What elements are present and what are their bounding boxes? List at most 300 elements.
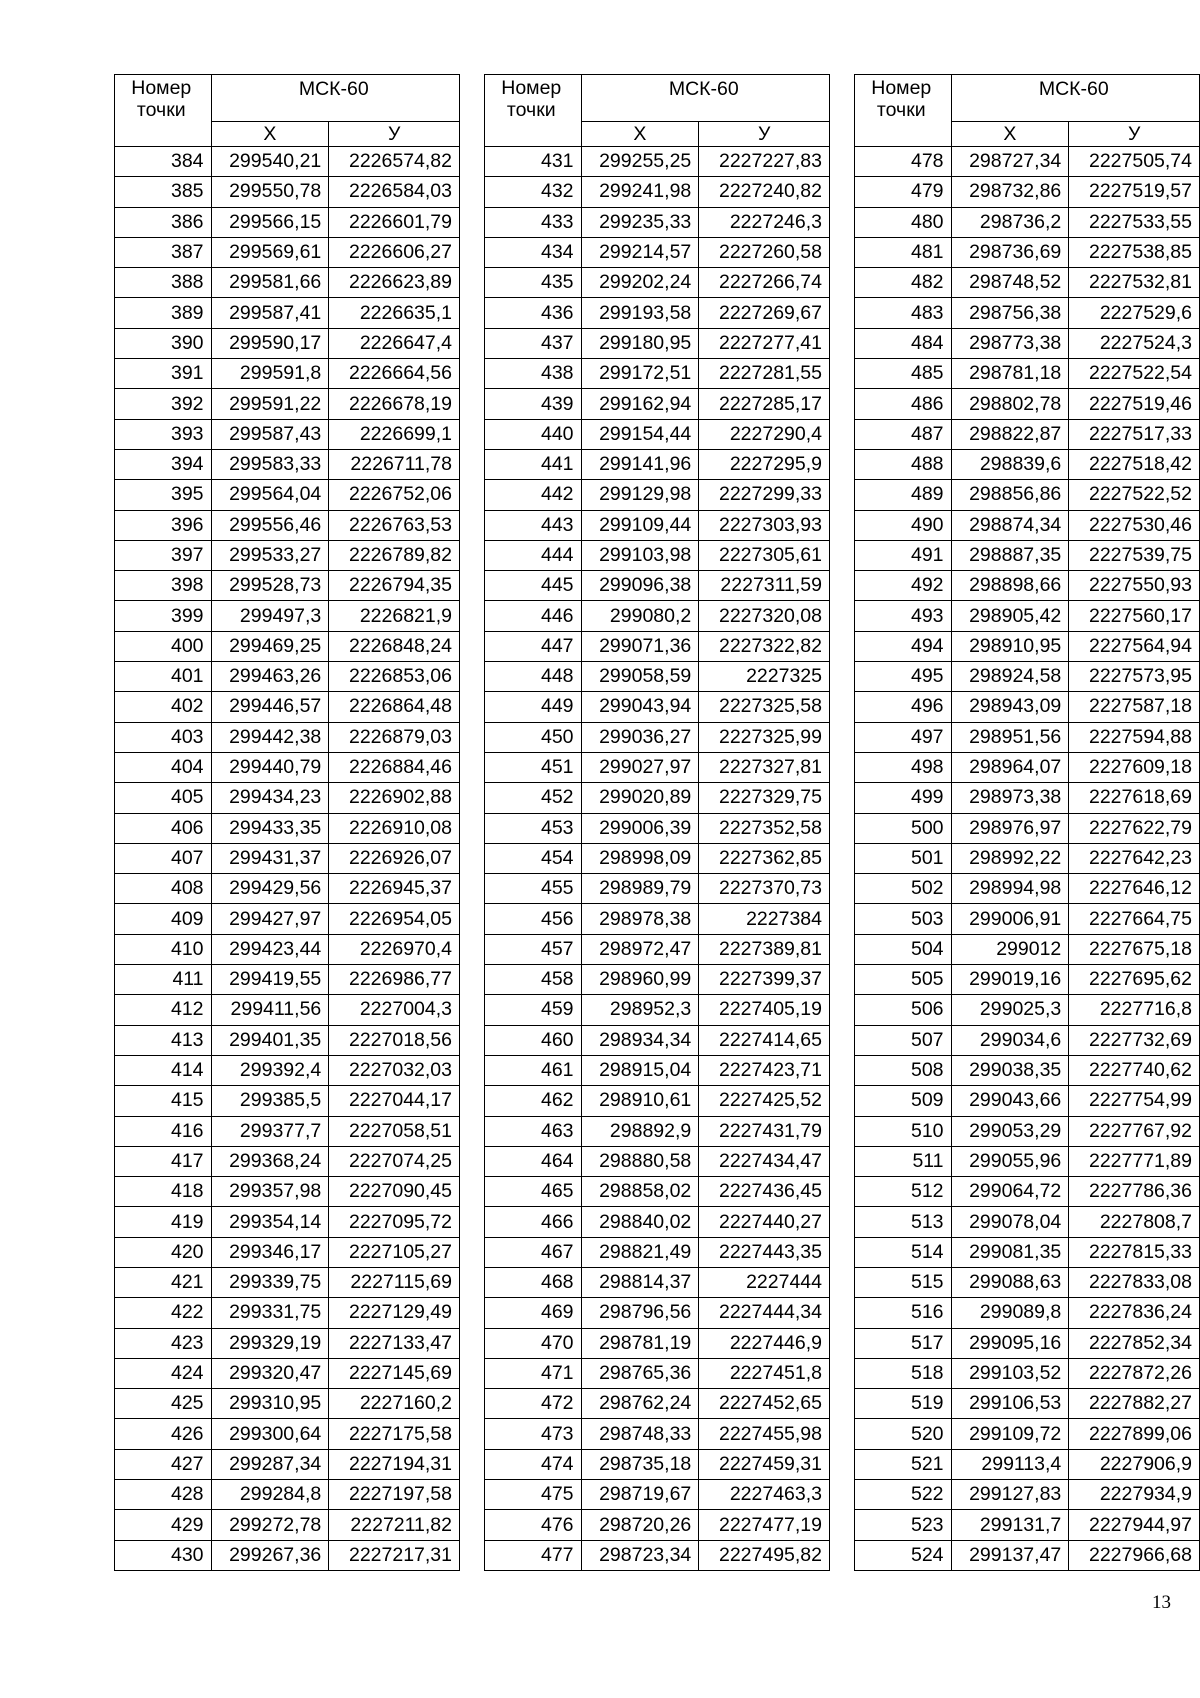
point-number-cell: 485 — [855, 359, 952, 389]
table-row — [115, 1207, 460, 1237]
x-coordinate-cell: 299106,53 — [951, 1389, 1069, 1419]
table-row — [115, 1146, 460, 1176]
y-coordinate-cell: 2227587,18 — [1069, 692, 1200, 722]
y-coordinate-cell: 2227573,95 — [1069, 662, 1200, 692]
point-number-cell: 386 — [115, 207, 212, 237]
y-coordinate-cell: 2227518,42 — [1069, 449, 1200, 479]
coordinate-table — [114, 74, 460, 1571]
point-number-cell: 460 — [485, 1025, 582, 1055]
point-number-cell: 401 — [115, 662, 212, 692]
x-coordinate-cell: 299129,98 — [581, 480, 699, 510]
table-row — [855, 601, 1200, 631]
y-coordinate-cell: 2227217,31 — [329, 1540, 460, 1570]
table-row — [485, 692, 830, 722]
table-row — [855, 1389, 1200, 1419]
coordinate-system-header: МСК-60 — [211, 75, 459, 122]
point-number-cell: 489 — [855, 480, 952, 510]
point-number-cell: 524 — [855, 1540, 952, 1570]
point-number-cell: 493 — [855, 601, 952, 631]
point-number-cell: 501 — [855, 843, 952, 873]
table-row — [485, 752, 830, 782]
table-row — [485, 540, 830, 570]
y-coordinate-cell: 2227716,8 — [1069, 995, 1200, 1025]
table-row — [115, 752, 460, 782]
x-coordinate-cell: 299058,59 — [581, 662, 699, 692]
table-row — [855, 722, 1200, 752]
x-coordinate-cell: 298748,52 — [951, 268, 1069, 298]
point-number-cell: 477 — [485, 1540, 582, 1570]
y-column-header: У — [1069, 122, 1200, 147]
point-number-cell: 471 — [485, 1358, 582, 1388]
y-coordinate-cell: 2227399,37 — [699, 965, 830, 995]
y-coordinate-cell: 2226623,89 — [329, 268, 460, 298]
x-coordinate-cell: 299591,8 — [211, 359, 329, 389]
y-coordinate-cell: 2227115,69 — [329, 1267, 460, 1297]
point-number-cell: 421 — [115, 1267, 212, 1297]
table-row — [115, 359, 460, 389]
point-number-header — [115, 75, 212, 147]
x-coordinate-cell: 299012 — [951, 934, 1069, 964]
table-row — [855, 904, 1200, 934]
point-number-cell: 399 — [115, 601, 212, 631]
table-row — [115, 1419, 460, 1449]
y-coordinate-cell: 2227899,06 — [1069, 1419, 1200, 1449]
x-coordinate-cell: 298765,36 — [581, 1358, 699, 1388]
table-row — [485, 268, 830, 298]
point-number-cell: 403 — [115, 722, 212, 752]
x-coordinate-cell: 299202,24 — [581, 268, 699, 298]
table-row — [485, 1086, 830, 1116]
point-number-cell: 389 — [115, 298, 212, 328]
table-row — [115, 449, 460, 479]
x-coordinate-cell: 299180,95 — [581, 328, 699, 358]
y-coordinate-cell: 2227440,27 — [699, 1207, 830, 1237]
point-number-cell: 393 — [115, 419, 212, 449]
x-coordinate-cell: 299392,4 — [211, 1055, 329, 1085]
point-number-cell: 516 — [855, 1298, 952, 1328]
table-row — [485, 904, 830, 934]
x-coordinate-cell: 298756,38 — [951, 298, 1069, 328]
table-row — [485, 1540, 830, 1570]
y-coordinate-cell: 2227446,9 — [699, 1328, 830, 1358]
point-number-cell: 390 — [115, 328, 212, 358]
table-row — [485, 1267, 830, 1297]
point-number-cell: 442 — [485, 480, 582, 510]
point-number-cell: 456 — [485, 904, 582, 934]
y-coordinate-cell: 2227299,33 — [699, 480, 830, 510]
x-coordinate-cell: 298973,38 — [951, 783, 1069, 813]
table-row — [855, 1298, 1200, 1328]
point-number-cell: 465 — [485, 1177, 582, 1207]
point-number-cell: 522 — [855, 1480, 952, 1510]
y-coordinate-cell: 2227444,34 — [699, 1298, 830, 1328]
y-coordinate-cell: 2227455,98 — [699, 1419, 830, 1449]
table-row — [485, 1298, 830, 1328]
x-coordinate-cell: 298874,34 — [951, 510, 1069, 540]
point-number-cell: 443 — [485, 510, 582, 540]
point-number-cell: 514 — [855, 1237, 952, 1267]
table-row — [485, 1389, 830, 1419]
point-number-cell: 504 — [855, 934, 952, 964]
point-number-cell: 384 — [115, 147, 212, 177]
x-coordinate-cell: 299053,29 — [951, 1116, 1069, 1146]
y-coordinate-cell: 2227642,23 — [1069, 843, 1200, 873]
point-number-cell: 423 — [115, 1328, 212, 1358]
table-row — [115, 1389, 460, 1419]
point-number-cell: 496 — [855, 692, 952, 722]
table-row — [855, 843, 1200, 873]
table-row — [485, 207, 830, 237]
y-coordinate-cell: 2226945,37 — [329, 874, 460, 904]
y-coordinate-cell: 2227529,6 — [1069, 298, 1200, 328]
table-row — [855, 1267, 1200, 1297]
point-number-cell: 395 — [115, 480, 212, 510]
table-row — [855, 147, 1200, 177]
y-coordinate-cell: 2227767,92 — [1069, 1116, 1200, 1146]
x-coordinate-cell: 298727,34 — [951, 147, 1069, 177]
table-row — [115, 1358, 460, 1388]
table-row — [485, 722, 830, 752]
y-coordinate-cell: 2227260,58 — [699, 237, 830, 267]
point-number-cell: 426 — [115, 1419, 212, 1449]
point-number-header-line2: точки — [136, 99, 186, 121]
table-row — [115, 207, 460, 237]
y-coordinate-cell: 2227564,94 — [1069, 631, 1200, 661]
x-coordinate-cell: 299127,83 — [951, 1480, 1069, 1510]
table-row — [855, 662, 1200, 692]
y-coordinate-cell: 2227362,85 — [699, 843, 830, 873]
x-coordinate-cell: 299497,3 — [211, 601, 329, 631]
point-number-cell: 427 — [115, 1449, 212, 1479]
x-column-header: Х — [581, 122, 699, 147]
y-coordinate-cell: 2227622,79 — [1069, 813, 1200, 843]
point-number-cell: 413 — [115, 1025, 212, 1055]
table-row — [855, 752, 1200, 782]
table-row — [485, 662, 830, 692]
table-row — [485, 1480, 830, 1510]
x-coordinate-cell: 299463,26 — [211, 662, 329, 692]
x-coordinate-cell: 298976,97 — [951, 813, 1069, 843]
x-coordinate-cell: 299339,75 — [211, 1267, 329, 1297]
table-row — [485, 1237, 830, 1267]
y-coordinate-cell: 2227532,81 — [1069, 268, 1200, 298]
x-coordinate-cell: 298840,02 — [581, 1207, 699, 1237]
y-coordinate-cell: 2227425,52 — [699, 1086, 830, 1116]
y-coordinate-cell: 2227285,17 — [699, 389, 830, 419]
x-coordinate-cell: 299137,47 — [951, 1540, 1069, 1570]
table-row — [485, 1328, 830, 1358]
x-coordinate-cell: 299587,41 — [211, 298, 329, 328]
y-coordinate-cell: 2227517,33 — [1069, 419, 1200, 449]
x-coordinate-cell: 299566,15 — [211, 207, 329, 237]
x-coordinate-cell: 299431,37 — [211, 843, 329, 873]
table-row — [855, 449, 1200, 479]
point-number-cell: 502 — [855, 874, 952, 904]
table-row — [855, 419, 1200, 449]
x-coordinate-cell: 298781,19 — [581, 1328, 699, 1358]
x-coordinate-cell: 298748,33 — [581, 1419, 699, 1449]
point-number-header-line2: точки — [506, 99, 556, 121]
point-number-cell: 388 — [115, 268, 212, 298]
x-coordinate-cell: 299055,96 — [951, 1146, 1069, 1176]
x-coordinate-cell: 299025,3 — [951, 995, 1069, 1025]
point-number-cell: 481 — [855, 237, 952, 267]
table-row — [115, 1328, 460, 1358]
y-coordinate-cell: 2226678,19 — [329, 389, 460, 419]
y-coordinate-cell: 2227277,41 — [699, 328, 830, 358]
table-row — [855, 268, 1200, 298]
y-coordinate-cell: 2227675,18 — [1069, 934, 1200, 964]
y-coordinate-cell: 2227325,99 — [699, 722, 830, 752]
y-coordinate-cell: 2227290,4 — [699, 419, 830, 449]
x-coordinate-cell: 299154,44 — [581, 419, 699, 449]
table-row — [855, 1449, 1200, 1479]
point-number-header — [855, 75, 952, 147]
y-coordinate-cell: 2227808,7 — [1069, 1207, 1200, 1237]
x-coordinate-cell: 299081,35 — [951, 1237, 1069, 1267]
x-coordinate-cell: 298905,42 — [951, 601, 1069, 631]
y-coordinate-cell: 2227519,46 — [1069, 389, 1200, 419]
table-row — [485, 601, 830, 631]
y-coordinate-cell: 2226752,06 — [329, 480, 460, 510]
x-coordinate-cell: 298998,09 — [581, 843, 699, 873]
point-number-cell: 457 — [485, 934, 582, 964]
x-coordinate-cell: 299427,97 — [211, 904, 329, 934]
point-number-cell: 448 — [485, 662, 582, 692]
x-coordinate-cell: 299235,33 — [581, 207, 699, 237]
point-number-cell: 492 — [855, 571, 952, 601]
table-row — [115, 1267, 460, 1297]
x-coordinate-cell: 299241,98 — [581, 177, 699, 207]
point-number-cell: 438 — [485, 359, 582, 389]
y-coordinate-cell: 2227322,82 — [699, 631, 830, 661]
x-coordinate-cell: 299287,34 — [211, 1449, 329, 1479]
table-row — [485, 1207, 830, 1237]
table-row — [855, 328, 1200, 358]
table-row — [485, 1510, 830, 1540]
x-coordinate-cell: 298839,6 — [951, 449, 1069, 479]
point-number-cell: 469 — [485, 1298, 582, 1328]
table-row — [855, 1358, 1200, 1388]
point-number-cell: 461 — [485, 1055, 582, 1085]
table-row — [115, 1177, 460, 1207]
x-coordinate-cell: 298964,07 — [951, 752, 1069, 782]
x-coordinate-cell: 298989,79 — [581, 874, 699, 904]
x-coordinate-cell: 298720,26 — [581, 1510, 699, 1540]
x-coordinate-cell: 298892,9 — [581, 1116, 699, 1146]
y-coordinate-cell: 2227352,58 — [699, 813, 830, 843]
y-coordinate-cell: 2227519,57 — [1069, 177, 1200, 207]
y-coordinate-cell: 2227423,71 — [699, 1055, 830, 1085]
y-column-header: У — [699, 122, 830, 147]
table-row — [485, 1177, 830, 1207]
x-coordinate-cell: 298856,86 — [951, 480, 1069, 510]
table-row — [485, 631, 830, 661]
table-row — [485, 813, 830, 843]
x-coordinate-cell: 299440,79 — [211, 752, 329, 782]
y-coordinate-cell: 2227090,45 — [329, 1177, 460, 1207]
y-coordinate-cell: 2226853,06 — [329, 662, 460, 692]
table-row — [485, 1419, 830, 1449]
y-coordinate-cell: 2227095,72 — [329, 1207, 460, 1237]
point-number-cell: 487 — [855, 419, 952, 449]
table-row — [485, 177, 830, 207]
point-number-cell: 463 — [485, 1116, 582, 1146]
point-number-cell: 513 — [855, 1207, 952, 1237]
point-number-cell: 506 — [855, 995, 952, 1025]
table-row — [115, 1480, 460, 1510]
table-row — [115, 1540, 460, 1570]
y-coordinate-cell: 2227436,45 — [699, 1177, 830, 1207]
table-row — [855, 1177, 1200, 1207]
table-row — [115, 268, 460, 298]
x-coordinate-cell: 299581,66 — [211, 268, 329, 298]
x-coordinate-cell: 299214,57 — [581, 237, 699, 267]
table-row — [485, 237, 830, 267]
x-coordinate-cell: 299533,27 — [211, 540, 329, 570]
y-coordinate-cell: 2227451,8 — [699, 1358, 830, 1388]
y-coordinate-cell: 2227434,47 — [699, 1146, 830, 1176]
point-number-cell: 433 — [485, 207, 582, 237]
x-coordinate-cell: 299346,17 — [211, 1237, 329, 1267]
x-coordinate-cell: 298723,34 — [581, 1540, 699, 1570]
point-number-cell: 385 — [115, 177, 212, 207]
y-coordinate-cell: 2227538,85 — [1069, 237, 1200, 267]
x-coordinate-cell: 298719,67 — [581, 1480, 699, 1510]
point-number-cell: 400 — [115, 631, 212, 661]
table-row — [855, 1510, 1200, 1540]
point-number-cell: 415 — [115, 1086, 212, 1116]
y-coordinate-cell: 2227044,17 — [329, 1086, 460, 1116]
table-row — [485, 571, 830, 601]
point-number-cell: 394 — [115, 449, 212, 479]
table-row — [115, 1449, 460, 1479]
y-coordinate-cell: 2227389,81 — [699, 934, 830, 964]
point-number-cell: 517 — [855, 1328, 952, 1358]
x-coordinate-cell: 299590,17 — [211, 328, 329, 358]
y-coordinate-cell: 2227695,62 — [1069, 965, 1200, 995]
point-number-cell: 520 — [855, 1419, 952, 1449]
point-number-cell: 510 — [855, 1116, 952, 1146]
table-row — [485, 965, 830, 995]
x-coordinate-cell: 299020,89 — [581, 783, 699, 813]
y-coordinate-cell: 2227550,93 — [1069, 571, 1200, 601]
x-coordinate-cell: 299043,94 — [581, 692, 699, 722]
point-number-cell: 512 — [855, 1177, 952, 1207]
point-number-cell: 451 — [485, 752, 582, 782]
point-number-cell: 500 — [855, 813, 952, 843]
point-number-cell: 505 — [855, 965, 952, 995]
table-row — [115, 995, 460, 1025]
x-coordinate-cell: 299377,7 — [211, 1116, 329, 1146]
x-coordinate-cell: 298781,18 — [951, 359, 1069, 389]
x-coordinate-cell: 299006,91 — [951, 904, 1069, 934]
y-coordinate-cell: 2227646,12 — [1069, 874, 1200, 904]
table-row — [855, 540, 1200, 570]
y-coordinate-cell: 2226763,53 — [329, 510, 460, 540]
table-row — [115, 1086, 460, 1116]
table-row — [115, 419, 460, 449]
point-number-cell: 519 — [855, 1389, 952, 1419]
point-number-cell: 467 — [485, 1237, 582, 1267]
table-row — [855, 1055, 1200, 1085]
table-row — [115, 237, 460, 267]
point-number-cell: 458 — [485, 965, 582, 995]
point-number-cell: 484 — [855, 328, 952, 358]
point-number-cell: 434 — [485, 237, 582, 267]
y-coordinate-cell: 2227786,36 — [1069, 1177, 1200, 1207]
y-coordinate-cell: 2227303,93 — [699, 510, 830, 540]
point-number-cell: 449 — [485, 692, 582, 722]
y-coordinate-cell: 2227740,62 — [1069, 1055, 1200, 1085]
point-number-cell: 478 — [855, 147, 952, 177]
point-number-cell: 391 — [115, 359, 212, 389]
point-number-cell: 436 — [485, 298, 582, 328]
y-coordinate-cell: 2227327,81 — [699, 752, 830, 782]
y-coordinate-cell: 2227522,52 — [1069, 480, 1200, 510]
table-row — [855, 1025, 1200, 1055]
table-row — [485, 298, 830, 328]
point-number-cell: 518 — [855, 1358, 952, 1388]
point-number-cell: 475 — [485, 1480, 582, 1510]
x-coordinate-cell: 299109,44 — [581, 510, 699, 540]
point-number-cell: 488 — [855, 449, 952, 479]
x-coordinate-cell: 298951,56 — [951, 722, 1069, 752]
table-row — [485, 995, 830, 1025]
table-row — [115, 783, 460, 813]
point-number-cell: 398 — [115, 571, 212, 601]
table-row — [485, 843, 830, 873]
point-number-cell: 411 — [115, 965, 212, 995]
y-coordinate-cell: 2227431,79 — [699, 1116, 830, 1146]
y-coordinate-cell: 2227833,08 — [1069, 1267, 1200, 1297]
point-number-cell: 418 — [115, 1177, 212, 1207]
point-number-cell: 473 — [485, 1419, 582, 1449]
x-column-header: Х — [211, 122, 329, 147]
y-coordinate-cell: 2227944,97 — [1069, 1510, 1200, 1540]
table-row — [855, 1146, 1200, 1176]
y-coordinate-cell: 2227370,73 — [699, 874, 830, 904]
table-row — [855, 480, 1200, 510]
y-coordinate-cell: 2227197,58 — [329, 1480, 460, 1510]
x-coordinate-cell: 299434,23 — [211, 783, 329, 813]
point-number-cell: 453 — [485, 813, 582, 843]
x-coordinate-cell: 298880,58 — [581, 1146, 699, 1176]
x-coordinate-cell: 298802,78 — [951, 389, 1069, 419]
x-coordinate-cell: 298994,98 — [951, 874, 1069, 904]
point-number-cell: 428 — [115, 1480, 212, 1510]
x-coordinate-cell: 299131,7 — [951, 1510, 1069, 1540]
point-number-cell: 416 — [115, 1116, 212, 1146]
y-coordinate-cell: 2226606,27 — [329, 237, 460, 267]
point-number-cell: 429 — [115, 1510, 212, 1540]
table-row — [485, 783, 830, 813]
y-coordinate-cell: 2227754,99 — [1069, 1086, 1200, 1116]
table-row — [115, 510, 460, 540]
table-row — [855, 237, 1200, 267]
table-row — [115, 177, 460, 207]
point-number-cell: 446 — [485, 601, 582, 631]
point-number-cell: 387 — [115, 237, 212, 267]
table-row — [115, 1025, 460, 1055]
y-coordinate-cell: 2226910,08 — [329, 813, 460, 843]
table-row — [115, 934, 460, 964]
x-coordinate-cell: 299071,36 — [581, 631, 699, 661]
y-coordinate-cell: 2227459,31 — [699, 1449, 830, 1479]
y-coordinate-cell: 2227246,3 — [699, 207, 830, 237]
table-row — [485, 1025, 830, 1055]
y-coordinate-cell: 2226711,78 — [329, 449, 460, 479]
